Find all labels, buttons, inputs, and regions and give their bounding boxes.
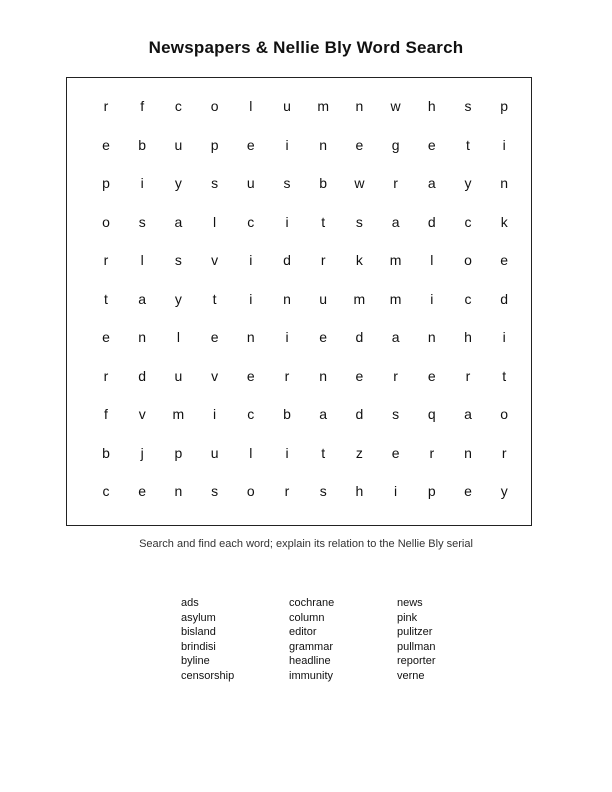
grid-letter: e bbox=[427, 367, 436, 384]
grid-letter: a bbox=[464, 406, 472, 422]
word-list-item: byline bbox=[181, 655, 210, 667]
grid-letter: y bbox=[174, 175, 182, 191]
grid-letter: l bbox=[430, 252, 434, 268]
word-column bbox=[397, 596, 497, 683]
grid-letter: s bbox=[355, 213, 363, 230]
grid-letter: d bbox=[427, 213, 436, 230]
grid-letter: b bbox=[138, 136, 147, 153]
grid-letter: a bbox=[391, 329, 400, 345]
grid-letter: t bbox=[502, 367, 507, 384]
grid-letter: a bbox=[138, 290, 147, 307]
grid-letter: y bbox=[174, 290, 182, 307]
grid-letter: t bbox=[321, 213, 326, 230]
word-list-item: grammar bbox=[289, 640, 334, 653]
grid-letter: d bbox=[500, 290, 509, 307]
grid-letter: d bbox=[355, 329, 364, 345]
grid-letter: e bbox=[427, 136, 436, 153]
grid-letter: r bbox=[393, 367, 398, 384]
grid-letter: f bbox=[104, 406, 108, 422]
grid-letter: y bbox=[500, 483, 508, 499]
grid-letter: l bbox=[140, 252, 144, 268]
grid-letter: n bbox=[283, 290, 291, 307]
grid-letter: n bbox=[355, 98, 364, 114]
grid-letter: r bbox=[393, 175, 398, 191]
word-list-item: pink bbox=[397, 611, 418, 624]
grid-letter: e bbox=[246, 136, 255, 153]
grid-letter: a bbox=[427, 175, 436, 191]
grid-letter: i bbox=[285, 136, 289, 153]
grid-letter: u bbox=[174, 136, 183, 153]
grid-letter: q bbox=[427, 406, 436, 422]
grid-letter: i bbox=[249, 290, 253, 307]
grid-letter: e bbox=[355, 136, 364, 153]
instructions-caption: Search and find each word; explain its relation to the Nellie Bly serial bbox=[139, 538, 473, 550]
grid-letter: e bbox=[138, 483, 147, 499]
grid-letter: t bbox=[104, 290, 108, 307]
grid-letter: n bbox=[319, 367, 328, 384]
word-list-item: brindisi bbox=[181, 640, 216, 653]
grid-letter: i bbox=[213, 406, 217, 422]
grid-letter: v bbox=[211, 252, 219, 268]
grid-letter: e bbox=[246, 367, 255, 384]
grid-letter: s bbox=[464, 98, 472, 114]
grid-letter: s bbox=[319, 483, 327, 499]
grid-letter: z bbox=[355, 444, 363, 461]
grid-letter: o bbox=[210, 98, 219, 114]
grid-letter: e bbox=[355, 367, 364, 384]
grid-letter: o bbox=[464, 252, 472, 268]
grid-letter: o bbox=[246, 483, 255, 499]
grid-letter: r bbox=[103, 252, 109, 268]
grid-letter: u bbox=[283, 98, 291, 114]
grid-letter: s bbox=[211, 175, 219, 191]
word-list-item: immunity bbox=[289, 669, 334, 682]
grid-letter: r bbox=[465, 367, 471, 384]
grid-letter: h bbox=[355, 483, 364, 499]
grid-letter: p bbox=[174, 444, 183, 461]
grid-letter: o bbox=[102, 213, 110, 230]
grid-letter: r bbox=[284, 483, 290, 499]
grid-letter: c bbox=[174, 98, 182, 114]
grid-letter: r bbox=[320, 252, 326, 268]
grid-letter: a bbox=[319, 406, 328, 422]
word-list-item: pullman bbox=[397, 640, 436, 653]
grid-letter: v bbox=[211, 367, 219, 384]
grid-letter: j bbox=[140, 444, 144, 461]
grid-letter: h bbox=[427, 98, 436, 114]
grid-letter: r bbox=[429, 444, 435, 461]
grid-letter: i bbox=[249, 252, 253, 268]
grid-letter: e bbox=[391, 444, 400, 461]
grid-letter: y bbox=[464, 175, 472, 191]
grid-letter: b bbox=[283, 406, 291, 422]
grid-letter: n bbox=[500, 175, 509, 191]
grid-letter: t bbox=[466, 136, 470, 153]
grid-letter: n bbox=[138, 329, 147, 345]
grid-letter: s bbox=[283, 175, 291, 191]
grid-letter: s bbox=[138, 213, 146, 230]
word-list-item: reporter bbox=[397, 655, 436, 667]
grid-letter: a bbox=[174, 213, 183, 230]
grid-letter: a bbox=[391, 213, 400, 230]
word-list-item: headline bbox=[289, 655, 331, 667]
grid-letter: e bbox=[210, 329, 219, 345]
grid-letter: l bbox=[249, 444, 253, 461]
word-list-item: censorship bbox=[181, 669, 235, 682]
grid-letter: c bbox=[464, 213, 472, 230]
word-list-item: ads bbox=[181, 597, 199, 609]
grid-letter: i bbox=[502, 329, 506, 345]
grid-letter: s bbox=[392, 406, 400, 422]
grid-letter: u bbox=[319, 290, 328, 307]
grid-letter: n bbox=[174, 483, 183, 499]
grid-letter: k bbox=[355, 252, 363, 268]
grid-letter: p bbox=[102, 175, 110, 191]
grid-letter: p bbox=[210, 136, 219, 153]
grid-letter: i bbox=[285, 213, 289, 230]
word-list-item: verne bbox=[397, 669, 425, 682]
grid-letter: m bbox=[353, 290, 366, 307]
grid-letter: w bbox=[354, 175, 365, 191]
grid-letter: d bbox=[138, 367, 147, 384]
grid-letter: l bbox=[249, 98, 253, 114]
grid-letter: b bbox=[319, 175, 328, 191]
grid-letter: b bbox=[102, 444, 110, 461]
grid-letter: u bbox=[246, 175, 255, 191]
grid-letter: e bbox=[500, 252, 509, 268]
word-list-item: editor bbox=[289, 626, 317, 638]
grid-letter: g bbox=[391, 136, 400, 153]
grid-letter: k bbox=[500, 213, 508, 230]
grid-letter: v bbox=[138, 406, 146, 422]
grid-letter: d bbox=[355, 406, 364, 422]
page-title: Newspapers & Nellie Bly Word Search bbox=[148, 38, 464, 57]
word-list-item: bisland bbox=[181, 626, 216, 638]
word-column bbox=[289, 596, 389, 683]
word-list-item: pulitzer bbox=[397, 626, 433, 638]
grid-letter: h bbox=[464, 329, 472, 345]
grid-letter: n bbox=[246, 329, 255, 345]
grid-letter: c bbox=[464, 290, 472, 307]
grid-letter: e bbox=[464, 483, 472, 499]
grid-letter: n bbox=[464, 444, 472, 461]
word-search-grid bbox=[88, 94, 521, 512]
grid-letter: c bbox=[247, 213, 255, 230]
grid-letter: w bbox=[390, 98, 401, 114]
grid-letter: l bbox=[176, 329, 180, 345]
grid-letter: p bbox=[500, 98, 509, 114]
word-list-item: news bbox=[397, 597, 423, 609]
grid-letter: c bbox=[102, 483, 110, 499]
grid-letter: t bbox=[321, 444, 326, 461]
grid-letter: m bbox=[389, 290, 402, 307]
grid-letter: f bbox=[140, 98, 145, 114]
grid-letter: c bbox=[247, 406, 255, 422]
grid-letter: p bbox=[427, 483, 436, 499]
grid-letter: o bbox=[500, 406, 509, 422]
grid-letter: u bbox=[174, 367, 183, 384]
grid-letter: r bbox=[284, 367, 290, 384]
word-list-item: cochrane bbox=[289, 597, 335, 609]
grid-letter: i bbox=[394, 483, 398, 499]
grid-letter: e bbox=[102, 136, 110, 153]
grid-letter: i bbox=[430, 290, 434, 307]
grid-letter: l bbox=[213, 213, 217, 230]
grid-letter: i bbox=[502, 136, 506, 153]
grid-letter: s bbox=[211, 483, 219, 499]
grid-letter: e bbox=[102, 329, 110, 345]
grid-letter: r bbox=[501, 444, 507, 461]
grid-letter: u bbox=[210, 444, 219, 461]
word-column bbox=[181, 596, 281, 683]
grid-letter: i bbox=[285, 329, 289, 345]
grid-letter: d bbox=[283, 252, 291, 268]
grid-letter: s bbox=[174, 252, 182, 268]
grid-letter: e bbox=[319, 329, 328, 345]
word-list-item: column bbox=[289, 611, 325, 624]
grid-letter: r bbox=[103, 367, 109, 384]
grid-letter: n bbox=[427, 329, 436, 345]
grid-letter: t bbox=[212, 290, 217, 307]
grid-letter: m bbox=[389, 252, 402, 268]
grid-letter: n bbox=[319, 136, 328, 153]
grid-letter: r bbox=[103, 98, 109, 114]
grid-letter: m bbox=[172, 406, 185, 422]
word-list-item: asylum bbox=[181, 611, 216, 624]
grid-letter: i bbox=[140, 175, 144, 191]
grid-letter: m bbox=[317, 98, 330, 114]
grid-letter: i bbox=[285, 444, 289, 461]
